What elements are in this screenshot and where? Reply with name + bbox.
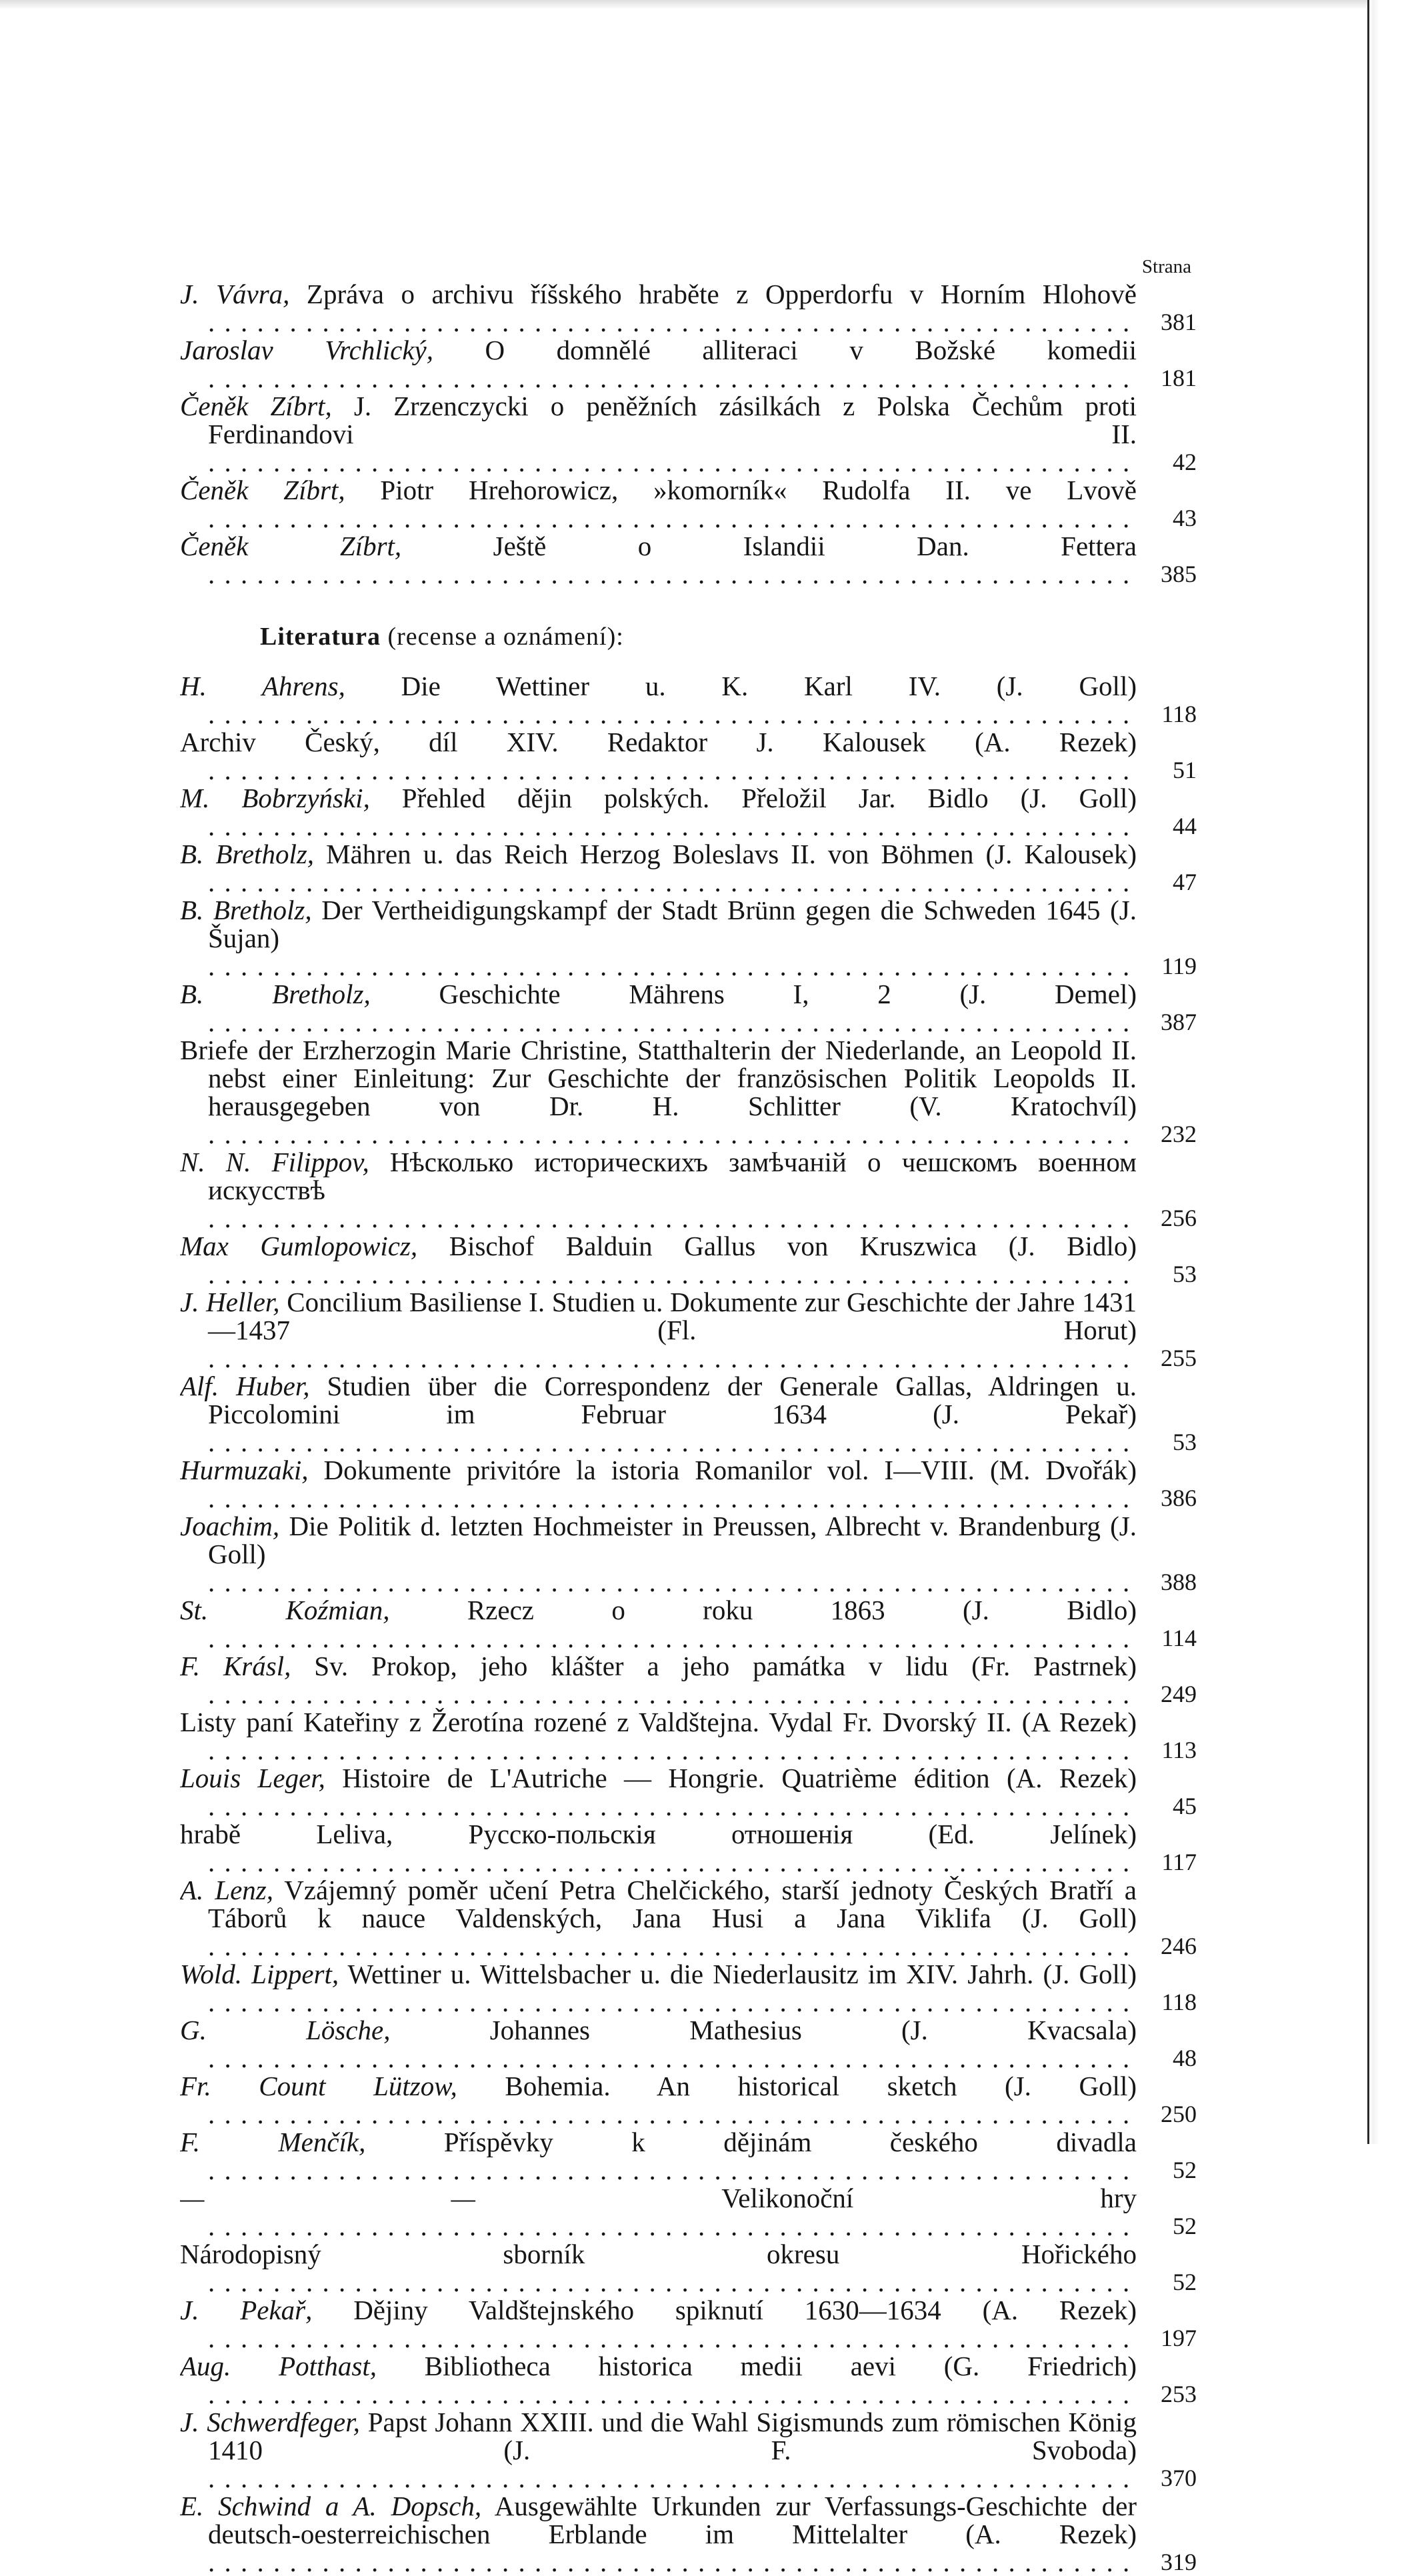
entry-title: Archiv Český, díl XIV. Redaktor J. Kalousek (A. Rezek) [180,728,1137,757]
entry-page-number: 47 [1173,869,1197,895]
entry-page-number: 387 [1161,1009,1197,1035]
entry-page-number: 44 [1173,813,1197,839]
entry-title: Histoire de L'Autriche — Hongrie. Quatrième édition (A. Rezek) [325,1764,1137,1793]
list-item [180,392,1197,476]
entry-page-number: 319 [1161,2549,1197,2575]
entry-page-number: 246 [1161,1933,1197,1959]
entry-text [180,476,1137,532]
entry-author: Čeněk Zíbrt, [180,476,345,505]
entry-title: Velikonoční hry [475,2184,1137,2213]
section-heading-label: Literatura [260,623,381,651]
entry-author: Joachim, [180,1512,280,1541]
entry-author: E. Schwind a A. Dopsch, [180,2492,482,2521]
list-item [180,1764,1197,1820]
entry-page-number: 53 [1173,1429,1197,1455]
list-item [180,672,1197,728]
entry-title: Dokumente privitóre la istoria Romanilor vol. I—VIII. (M. Dvořák) [308,1456,1137,1485]
list-item [180,1876,1197,1960]
entry-text [180,336,1137,392]
list-item [180,1232,1197,1288]
list-item [180,728,1197,784]
entry-title: Ausgewählte Urkunden zur Verfassungs-Geschichte der deutsch-oesterreichischen Erblande im Mittelalter (A. Rezek) [208,2492,1137,2549]
entry-author: — — [180,2184,475,2213]
list-item [180,2128,1197,2184]
entry-text [180,1596,1137,1652]
entry-author: Aug. Potthast, [180,2352,377,2381]
entry-author: A. Lenz, [180,1876,273,1905]
entry-page-number: 114 [1161,1625,1197,1651]
entry-page-number: 197 [1161,2325,1197,2351]
entry-author: Fr. Count Lützow, [180,2072,457,2101]
entry-text [180,2240,1137,2296]
entry-author: J. Schwerdfeger, [180,2408,360,2437]
entry-text [180,672,1137,728]
entry-title: J. Zrzenczycki o peněžních zásilkách z Polska Čechům proti Ferdinandovi II. [208,392,1137,449]
entry-text [180,1288,1137,1372]
entry-text [180,2016,1137,2072]
entry-page-number: 51 [1173,757,1197,783]
entry-text [180,2072,1137,2128]
section-heading-suffix: (recense a oznámení): [380,623,624,651]
list-item [180,532,1197,588]
entry-text [180,2296,1137,2352]
entry-title: Mähren u. das Reich Herzog Boleslavs II. von Böhmen (J. Kalousek) [314,840,1137,869]
entry-text [180,2492,1137,2576]
entry-page-number: 255 [1161,1345,1197,1371]
entry-text [180,840,1137,896]
entry-page-number: 256 [1161,1205,1197,1231]
entry-title: Zpráva o archivu říšského hraběte z Opperdorfu v Horním Hlohově [289,280,1137,309]
entry-text [180,2352,1137,2408]
entry-text [180,532,1137,588]
list-item [180,476,1197,532]
entry-title: Národopisný sborník okresu Hořického [180,2240,1137,2269]
list-item [180,980,1197,1036]
entry-title: Geschichte Mährens I, 2 (J. Demel) [370,980,1137,1009]
entry-text [180,896,1137,980]
entry-author: N. N. Filippov, [180,1148,369,1177]
entry-author: Louis Leger, [180,1764,325,1793]
document-page [180,253,1197,2576]
entry-author: B. Bretholz, [180,840,315,869]
entry-page-number: 52 [1173,2269,1197,2295]
entry-author: Čeněk Zíbrt, [180,532,402,561]
list-item [180,2408,1197,2492]
list-item [180,2016,1197,2072]
entry-title: Bischof Balduin Gallus von Kruszwica (J. Bidlo) [417,1232,1137,1261]
scan-top-shadow [0,0,1404,9]
entry-page-number: 253 [1161,2381,1197,2407]
scan-page-edge [1367,0,1404,2144]
entry-text [180,1764,1137,1820]
entry-text [180,1372,1137,1456]
entry-text [180,1148,1137,1232]
list-item [180,336,1197,392]
entry-page-number: 48 [1173,2045,1197,2071]
entry-author: G. Lösche, [180,2016,391,2045]
entry-author: J. Pekař, [180,2296,313,2325]
entry-page-number: 118 [1161,1989,1197,2015]
entry-author: Čeněk Zíbrt, [180,392,332,421]
list-item [180,1820,1197,1876]
list-item [180,1512,1197,1596]
entry-page-number: 250 [1161,2101,1197,2127]
entry-author: St. Koźmian, [180,1596,390,1625]
entry-text [180,280,1137,336]
list-item [180,2492,1197,2576]
entry-title: Briefe der Erzherzogin Marie Christine, Statthalterin der Niederlande, an Leopold II. nebst einer Einleitung: Zur Geschichte der französischen Politik Leopolds II. herausgegeben von Dr. H. Schlitter (V. Kratochvíl) [180,1036,1137,1121]
entry-title: Johannes Mathesius (J. Kvacsala) [390,2016,1137,2045]
entry-title: Papst Johann XXIII. und die Wahl Sigismunds zum römischen König 1410 (J. F. Svoboda) [208,2408,1137,2465]
list-item [180,1372,1197,1456]
entry-page-number: 249 [1161,1681,1197,1707]
list-item [180,2072,1197,2128]
entry-title: Der Vertheidigungskampf der Stadt Brünn gegen die Schweden 1645 (J. Šujan) [208,896,1137,953]
entry-page-number: 381 [1161,309,1197,335]
entry-author: F. Menčík, [180,2128,366,2157]
entry-title: Příspěvky k dějinám českého divadla [365,2128,1137,2157]
entry-page-number: 113 [1161,1737,1197,1763]
list-item [180,1960,1197,2016]
list-item [180,1456,1197,1512]
entry-author: Alf. Huber, [180,1372,310,1401]
entry-text [180,1708,1137,1764]
entry-text [180,1036,1137,1148]
list-item [180,2240,1197,2296]
literature-list [180,672,1197,2576]
entry-author: Max Gumlopowicz, [180,1232,418,1261]
entry-title: Sv. Prokop, jeho klášter a jeho památka v lidu (Fr. Pastrnek) [291,1652,1137,1681]
entry-title: Bibliotheca historica medii aevi (G. Friedrich) [377,2352,1137,2381]
entry-page-number: 232 [1161,1121,1197,1147]
list-item [180,1148,1197,1232]
entry-title: hrabě Leliva, Русско-польскія отношенія (Ed. Jelínek) [180,1820,1137,1849]
entry-text [180,1820,1137,1876]
entry-title: Ještě o Islandii Dan. Fettera [401,532,1137,561]
entry-title: Listy paní Kateřiny z Žerotína rozené z Valdštejna. Vydal Fr. Dvorský II. (A Rezek) [180,1708,1137,1737]
entry-title: Dějiny Valdštejnského spiknutí 1630—1634 (A. Rezek) [312,2296,1137,2325]
entry-text [180,784,1137,840]
entry-page-number: 53 [1173,1261,1197,1287]
list-item [180,896,1197,980]
entry-title: Concilium Basiliense I. Studien u. Dokumente zur Geschichte der Jahre 1431—1437 (Fl. Horut) [208,1288,1137,1345]
entry-page-number: 181 [1161,365,1197,391]
entry-title: Bohemia. An historical sketch (J. Goll) [457,2072,1137,2101]
entry-page-number: 386 [1161,1485,1197,1511]
entry-page-number: 117 [1161,1849,1197,1875]
list-item [180,1596,1197,1652]
entry-text [180,1960,1137,2016]
list-item [180,784,1197,840]
list-item [180,1652,1197,1708]
entry-page-number: 118 [1161,701,1197,727]
entry-author: M. Bobrzyński, [180,784,370,813]
entry-author: Hurmuzaki, [180,1456,309,1485]
entry-page-number: 52 [1173,2157,1197,2183]
column-header-page: Strana [1141,256,1191,277]
entry-title: Die Wettiner u. K. Karl IV. (J. Goll) [345,672,1137,701]
entry-title: Vzájemný poměr učení Petra Chelčického, starší jednoty Českých Bratří a Táborů k nauce Valdenských, Jana Husi a Jana Viklifa (J. Goll) [208,1876,1137,1933]
entry-page-number: 43 [1173,505,1197,531]
entry-title: Нѣсколько историческихъ замѣчаній о чешскомъ военном искусствѣ [208,1148,1137,1205]
entry-author: J. Vávra, [180,280,290,309]
entry-text [180,1652,1137,1708]
entry-author: H. Ahrens, [180,672,345,701]
entry-page-number: 385 [1161,561,1197,587]
list-item [180,1288,1197,1372]
entry-author: F. Krásl, [180,1652,291,1681]
entry-title: Přehled dějin polských. Přeložil Jar. Bidlo (J. Goll) [369,784,1137,813]
entry-title: Piotr Hrehorowicz, »komorník« Rudolfa II. ve Lvově [345,476,1137,505]
list-item [180,2184,1197,2240]
entry-author: J. Heller, [180,1288,280,1317]
entry-page-number: 52 [1173,2213,1197,2239]
entry-text [180,2408,1137,2492]
entry-text [180,2128,1137,2184]
entry-author: B. Bretholz, [180,896,312,925]
entry-title: Wettiner u. Wittelsbacher u. die Niederlausitz im XIV. Jahrh. (J. Goll) [339,1960,1137,1989]
list-item [180,280,1197,336]
entry-author: Jaroslav Vrchlický, [180,336,433,365]
list-item [180,2296,1197,2352]
entry-page-number: 45 [1173,1793,1197,1819]
list-item [180,2352,1197,2408]
list-item [180,1708,1197,1764]
entry-page-number: 388 [1161,1569,1197,1595]
list-item [180,840,1197,896]
entry-text [180,1876,1137,1960]
entry-title: O domnělé alliteraci v Božské komedii [433,336,1137,365]
entry-text [180,1232,1137,1288]
entry-title: Die Politik d. letzten Hochmeister in Preussen, Albrecht v. Brandenburg (J. Goll) [208,1512,1137,1569]
contents-list [180,280,1197,588]
entry-title: Studien über die Correspondenz der Generale Gallas, Aldringen u. Piccolomini im Februar 1634 (J. Pekař) [208,1372,1137,1429]
entry-page-number: 119 [1161,953,1197,979]
entry-text [180,2184,1137,2240]
entry-text [180,1512,1137,1596]
section-heading [260,620,1197,653]
entry-author: B. Bretholz, [180,980,371,1009]
entry-text [180,392,1137,476]
entry-text [180,980,1137,1036]
entry-author: Wold. Lippert, [180,1960,339,1989]
entry-title: Rzecz o roku 1863 (J. Bidlo) [389,1596,1137,1625]
entry-text [180,1456,1137,1512]
entry-text [180,728,1137,784]
entry-page-number: 42 [1173,449,1197,475]
list-item [180,1036,1197,1148]
entry-page-number: 370 [1161,2465,1197,2491]
